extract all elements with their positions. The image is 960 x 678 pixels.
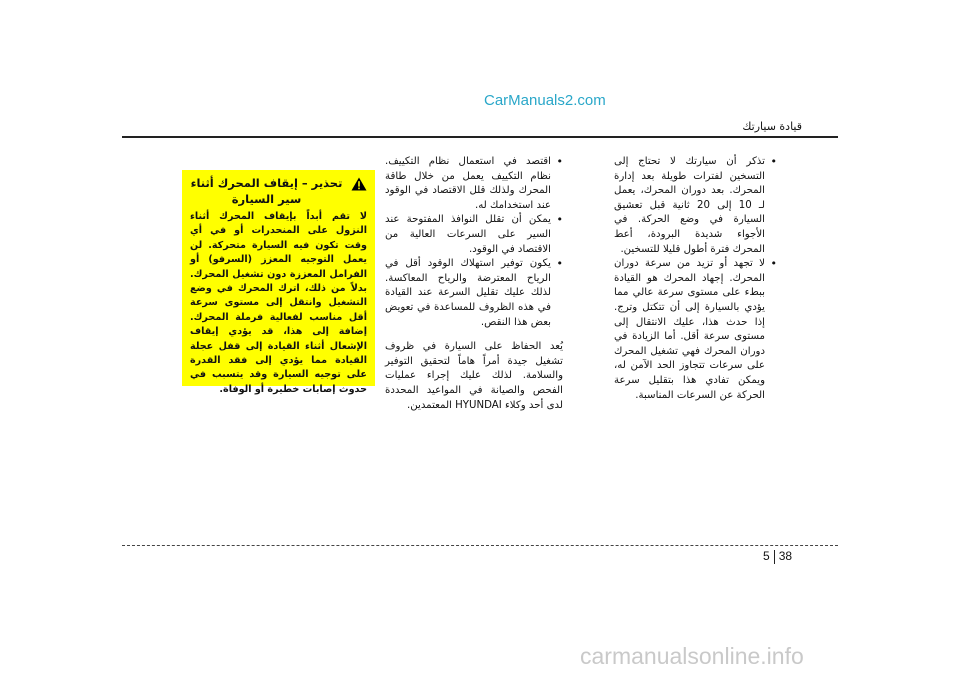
bullet-icon: • bbox=[556, 257, 563, 271]
list-item: • اقتصد في استعمال نظام التكييف. نظام التكييف يعمل من خلال طاقة المحرك ولذلك قلل الاقتصاد في الوقود عند استخدامك له. bbox=[385, 155, 563, 211]
page-number-value: 38 bbox=[778, 549, 793, 563]
warning-triangle-icon bbox=[351, 177, 367, 191]
warning-box bbox=[182, 170, 375, 395]
list-item: • لا تجهد أو تزيد من سرعة دوران المحرك. إجهاد المحرك هو القيادة ببطء على مستوى سرعة عالي مما يؤدي بالسيارة إلى أن تتكتل وترج. إذا حدث هذا، عليك الانتقال إلى مستوى سرعة أقل. أما الزيادة في دوران المحرك فهي تشغيل المحرك على سرعات تتجاوز الحد الآمن له، ويمكن تفادي هذا بتقليل سرعة الحركة عن السرعات المناسبة. bbox=[614, 257, 777, 401]
watermark-top[interactable]: CarManuals2.com bbox=[484, 92, 606, 109]
bullet-icon: • bbox=[770, 257, 777, 271]
bullet-icon: • bbox=[770, 155, 777, 168]
warning-body: لا تقم أبداً بإيقاف المحرك أثناء النزول على المنحدرات أو في أي وقت تكون فيه السيارة متحركة. لن يعمل التوجيه المعزز (السرفو) أو الفرامل المعززة دون تشغيل المحرك. بدلاً من ذلك، اترك المحرك في وضع التشغيل وانتقل إلى مستوى سرعة أقل مناسب لفعالية فرملة المحرك. إضافة إلى هذا، قد يؤدي إيقاف الإشعال أثناء القيادة إلى قفل عجلة القيادة مما يؤدي إلى فقد القدرة على توجيه السيارة وقد يتسبب في حدوث إصابات خطيرة أو الوفاة. bbox=[190, 211, 367, 395]
list-item: • يكون توفير استهلاك الوقود أقل في الرياح المعترضة والرياح المعاكسة. لذلك عليك تقليل السرعة عند القيادة في هذه الظروف للمساعدة في تعويض بعض هذا النقص. bbox=[385, 257, 563, 328]
closing-paragraph: يُعد الحفاظ على السيارة في ظروف تشغيل جيدة أمراً هاماً لتحقيق التوفير والسلامة. لذلك عليك إجراء عمليات الفحص والصيانة في المواعيد المحددة لدى أحد وكلاء HYUNDAI المعتمدين. bbox=[385, 341, 563, 411]
header-divider bbox=[122, 136, 838, 138]
watermark-bottom[interactable]: carmanualsonline.info bbox=[580, 643, 804, 669]
page-number bbox=[763, 549, 792, 564]
middle-column bbox=[385, 155, 563, 413]
chapter-number: 5 bbox=[763, 549, 770, 563]
right-column bbox=[614, 155, 777, 403]
warning-title: تحذير – إيقاف المحرك أثناء سير السيارة bbox=[190, 176, 343, 206]
list-item: • تذكر أن سيارتك لا تحتاج إلى التسخين لفترات طويلة بعد إدارة المحرك. بعد دوران المحرك، يعمل لـ 10 إلى 20 ثانية قبل تعشيق السيارة في وضع الحركة. في الأجواء شديدة البرودة، أعط المحرك فترة أطول قليلا للتسخين. bbox=[614, 155, 777, 255]
list-item: • يمكن أن تقلل النوافذ المفتوحة عند السير على السرعات العالية من الاقتصاد في الوقود. bbox=[385, 213, 563, 255]
bullet-icon: • bbox=[556, 213, 563, 227]
footer-divider bbox=[122, 545, 838, 546]
page-separator bbox=[774, 550, 775, 564]
section-title: قيادة سيارتك bbox=[742, 120, 802, 133]
warning-header bbox=[190, 175, 367, 207]
bullet-icon: • bbox=[556, 155, 563, 168]
